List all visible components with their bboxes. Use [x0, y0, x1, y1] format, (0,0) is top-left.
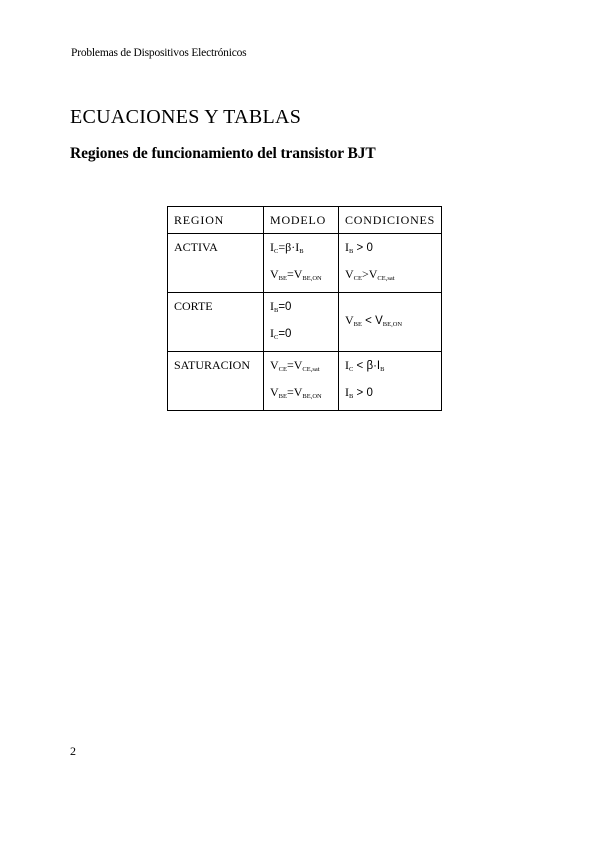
equation: $I_B=0$ — [270, 299, 292, 314]
region-cell: SATURACION — [168, 352, 264, 411]
equation: $V_{BE}=V_{BE,ON}$ — [270, 267, 322, 282]
column-header-region: REGION — [168, 207, 264, 234]
equation: $I_C=\beta\cdot I_B$ — [270, 240, 304, 255]
subsection-title: Regiones de funcionamiento del transistor BJT — [70, 145, 376, 162]
table-row — [168, 352, 442, 411]
conditions-cell — [339, 352, 442, 411]
bjt-regions-table — [167, 206, 442, 411]
section-title: ECUACIONES Y TABLAS — [70, 106, 302, 128]
equation: $I_C=0$ — [270, 326, 292, 341]
model-cell — [264, 293, 339, 352]
table-row — [168, 234, 442, 293]
equation: $V_{CE}=V_{CE,sat}$ — [270, 358, 320, 373]
column-header-modelo: MODELO — [264, 207, 339, 234]
region-cell: CORTE — [168, 293, 264, 352]
running-header: Problemas de Dispositivos Electrónicos — [71, 47, 247, 59]
column-header-condiciones: CONDICIONES — [339, 207, 442, 234]
region-cell: ACTIVA — [168, 234, 264, 293]
page-number: 2 — [70, 744, 76, 758]
table-header-row — [168, 207, 442, 234]
equation: $V_{BE}=V_{BE,ON}$ — [270, 385, 322, 400]
condition: $V_{CE}>V_{CE,sat}$ — [345, 267, 395, 282]
conditions-cell — [339, 234, 442, 293]
condition: $I_B > 0$ — [345, 385, 373, 400]
condition: $I_B > 0$ — [345, 240, 373, 255]
condition: $I_C < \beta\cdot I_B$ — [345, 358, 385, 373]
table-row — [168, 293, 442, 352]
model-cell — [264, 352, 339, 411]
model-cell — [264, 234, 339, 293]
conditions-cell — [339, 293, 442, 352]
condition: $V_{BE} < V_{BE,ON}$ — [345, 312, 403, 328]
